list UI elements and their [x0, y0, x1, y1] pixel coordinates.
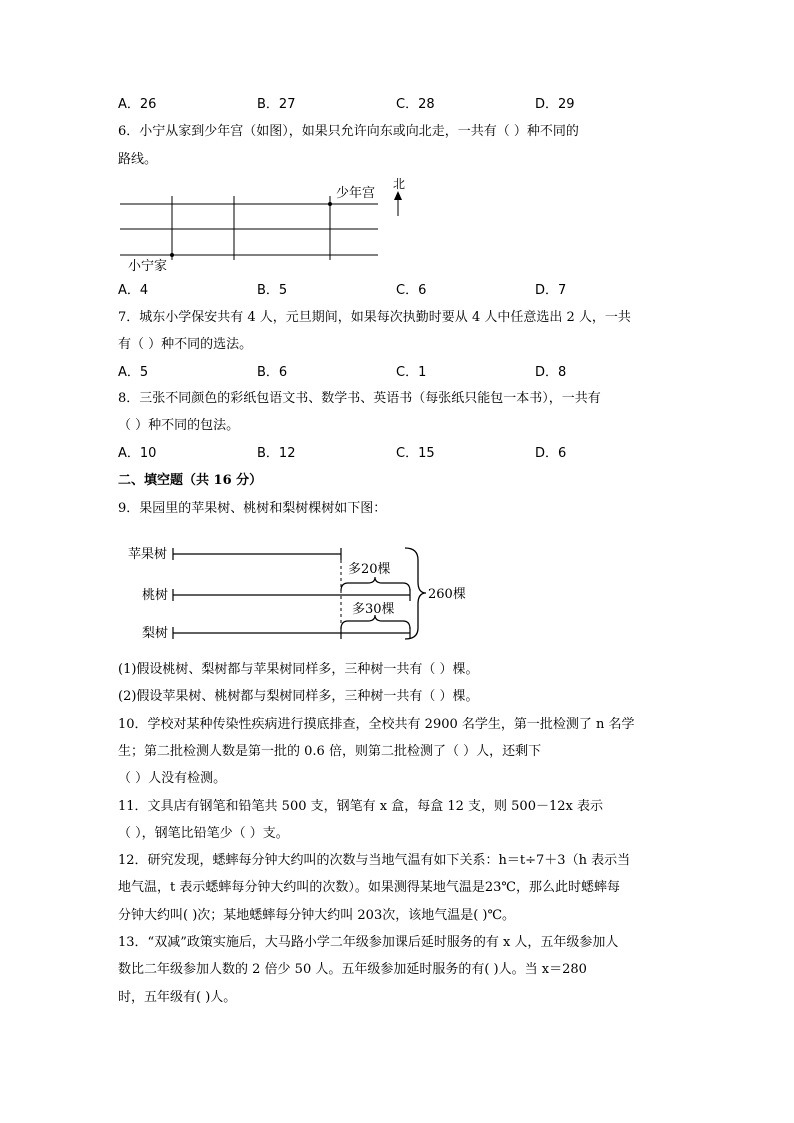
q8-text-line1: 8．三张不同颜色的彩纸包语文书、数学书、英语书（每张纸只能包一本书），一共有 — [118, 391, 601, 406]
q6-option-a: A．4 — [118, 283, 149, 298]
q7-option-a: A．5 — [118, 365, 149, 380]
total-brace — [405, 548, 426, 639]
q5-option-d: D．29 — [535, 97, 575, 112]
peach-tree-label: 桃树 — [142, 588, 169, 603]
q6-option-b: B．5 — [257, 283, 288, 298]
q9-sub2: (2)假设苹果树、桃树都与梨树同样多，三种树一共有（ ）棵。 — [118, 689, 479, 704]
q12-text-line1: 12．研究发现，蟋蟀每分钟大约叫的次数与当地气温有如下关系：h＝t÷7＋3（h 表示当 — [118, 853, 631, 868]
q9-tree-diagram — [120, 536, 480, 646]
section-2-title: 二、填空题（共 16 分） — [118, 473, 263, 488]
q6-route-map — [110, 174, 410, 274]
q13-text-line3: 时，五年级有( )人。 — [118, 990, 237, 1005]
q8-option-d: D．6 — [535, 446, 567, 461]
q7-option-b: B．6 — [257, 365, 288, 380]
q7-option-c: C．1 — [396, 365, 427, 380]
q12-text-line2: 地气温，t 表示蟋蟀每分钟大约叫的次数）。如果测得某地气温是23℃，那么此时蟋蟀每 — [118, 880, 620, 895]
total-label: 260棵 — [428, 587, 466, 602]
q13-text-line1: 13．“双减”政策实施后，大马路小学二年级参加课后延时服务的有 x 人，五年级参加人 — [118, 935, 619, 950]
q6-text-line1: 6．小宁从家到少年宫（如图），如果只允许向东或向北走，一共有（ ）种不同的 — [118, 124, 579, 139]
apple-tree-label: 苹果树 — [128, 547, 168, 562]
q5-option-a: A．26 — [118, 97, 157, 112]
diff-30-label: 多30棵 — [352, 602, 395, 617]
home-marker — [170, 253, 174, 257]
q5-option-c: C．28 — [396, 97, 435, 112]
youth-palace-label: 少年宫 — [336, 186, 376, 201]
q6-option-c: C．6 — [396, 283, 427, 298]
diff-30-brace — [341, 615, 410, 629]
diff-20-label: 多20棵 — [348, 562, 391, 577]
q6-text-line2: 路线。 — [118, 152, 158, 167]
q8-option-b: B．12 — [257, 446, 296, 461]
q6-option-d: D．7 — [535, 283, 567, 298]
q11-text-line1: 11．文具店有钢笔和铅笔共 500 支，钢笔有 x 盒，每盒 12 支，则 500－12x 表示 — [118, 799, 603, 814]
q10-text-line2: 生；第二批检测人数是第一批的 0.6 倍，则第二批检测了（ ）人，还剩下 — [118, 744, 542, 759]
q11-text-line2: （ ），钢笔比铅笔少（ ）支。 — [118, 826, 289, 841]
q5-option-b: B．27 — [257, 97, 296, 112]
q10-text-line1: 10．学校对某种传染性疾病进行摸底排查，全校共有 2900 名学生，第一批检测了 n 名学 — [118, 717, 635, 732]
q9-text-line1: 9．果园里的苹果树、桃树和梨树棵树如下图： — [118, 501, 387, 516]
q8-text-line2: （ ）种不同的包法。 — [118, 418, 240, 433]
q7-text-line2: 有（ ）种不同的选法。 — [118, 337, 253, 352]
north-arrowhead-icon — [394, 191, 402, 200]
q7-text-line1: 7．城东小学保安共有 4 人，元旦期间，如果每次执勤时要从 4 人中任意选出 2 人，一共 — [118, 310, 631, 325]
q9-sub1: (1)假设桃树、梨树都与苹果树同样多，三种树一共有（ ）棵。 — [118, 662, 479, 677]
q13-text-line2: 数比二年级参加人数的 2 倍少 50 人。五年级参加延时服务的有( )人。当 x＝280 — [118, 962, 587, 977]
q7-option-d: D．8 — [535, 365, 567, 380]
q8-option-c: C．15 — [396, 446, 435, 461]
north-label: 北 — [393, 177, 406, 191]
diff-20-brace — [341, 577, 410, 591]
pear-tree-label: 梨树 — [142, 626, 169, 641]
q10-text-line3: （ ）人没有检测。 — [118, 771, 227, 786]
q8-option-a: A．10 — [118, 446, 157, 461]
home-label: 小宁家 — [128, 259, 168, 274]
q12-text-line3: 分钟大约叫( )次；某地蟋蟀每分钟大约叫 203次，该地气温是( )℃。 — [118, 908, 516, 923]
youth-palace-marker — [328, 202, 332, 206]
